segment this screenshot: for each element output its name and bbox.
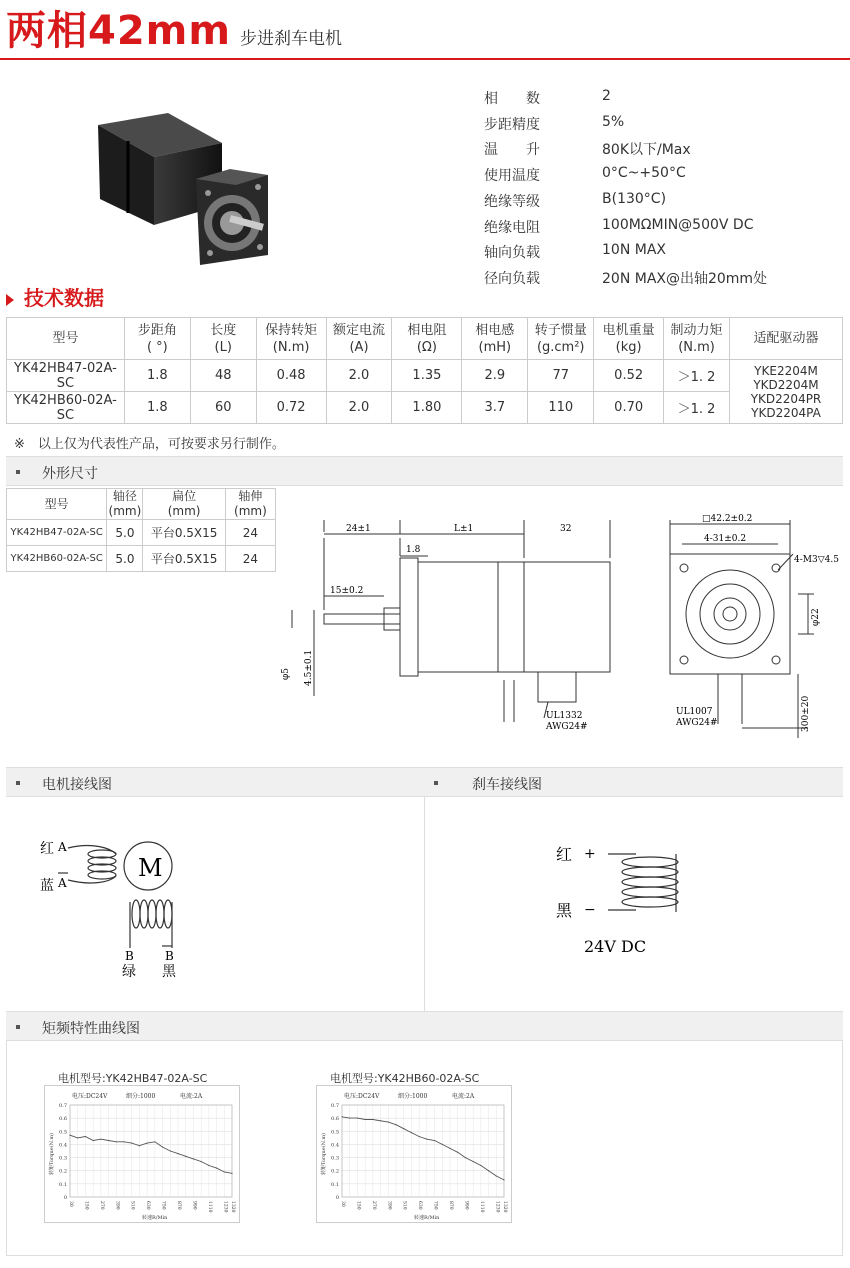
- spec-value: B(130°C): [602, 190, 667, 207]
- x-tick-label: 30: [340, 1201, 345, 1207]
- data-point: [426, 1139, 427, 1140]
- svg-text:绿: 绿: [122, 964, 136, 980]
- table-cell: 1.35: [392, 360, 462, 392]
- x-tick-label: 750: [432, 1201, 438, 1210]
- table-cell: 0.52: [594, 360, 664, 392]
- motor-product-image: [80, 105, 280, 275]
- x-tick-label: 870: [448, 1201, 453, 1210]
- data-point: [357, 1118, 358, 1119]
- table-cell: 5.0: [107, 546, 143, 572]
- spec-key: 相 数: [484, 91, 540, 107]
- tech-header-cell: 电机重量 (kg): [594, 318, 664, 360]
- title-divider: [0, 58, 850, 60]
- table-cell: YK42HB60-02A-SC: [7, 546, 107, 572]
- outline-drawing: [278, 510, 843, 740]
- note-text: ※ 以上仅为代表性产品，可按要求另行制作。: [14, 437, 285, 452]
- bullet-icon: [16, 470, 20, 474]
- dim-1-8: 1.8: [406, 545, 421, 555]
- driver-model: YKD2204PA: [751, 405, 821, 420]
- dimensions-table: [6, 488, 276, 572]
- chart1-title: 电机型号:YK42HB47-02A-SC: [58, 1072, 208, 1085]
- tech-header-cell: 保持转矩 (N.m): [256, 318, 326, 360]
- table-cell: YK42HB60-02A-SC: [7, 392, 125, 424]
- spec-key: 径向负载: [484, 270, 540, 287]
- data-point: [85, 1136, 86, 1137]
- spec-key: 绝缘电阻: [484, 219, 540, 236]
- table-cell: 1.8: [124, 392, 190, 424]
- dim-15: 15±0.2: [330, 586, 364, 596]
- data-point: [100, 1139, 101, 1140]
- table-cell: 77: [528, 360, 594, 392]
- table-cell: 1.80: [392, 392, 462, 424]
- triangle-icon: [6, 294, 14, 306]
- brake-wiring-bar: 刹车接线图: [424, 767, 843, 797]
- dim-phi5: φ5: [281, 667, 291, 680]
- dim-4-31: 4-31±0.2: [704, 534, 747, 544]
- table-cell: 48: [190, 360, 256, 392]
- data-point: [231, 1173, 232, 1174]
- y-tick-label: 0: [335, 1195, 339, 1201]
- dim-header-cell: 轴伸 (mm): [225, 489, 275, 520]
- dim-header-cell: 轴径 (mm): [108, 489, 142, 518]
- chart-info: 电压:DC24V: [72, 1093, 108, 1100]
- data-point: [380, 1120, 381, 1121]
- chart1: [44, 1085, 240, 1223]
- spec-value: 0°C~+50°C: [602, 165, 686, 182]
- x-axis-label: 转速R/Min: [414, 1215, 440, 1221]
- spec-key: 绝缘等级: [484, 193, 540, 210]
- x-tick-label: 270: [370, 1201, 376, 1210]
- dim-header-cell: 型号: [7, 489, 107, 520]
- chart-info: 电压:DC24V: [344, 1093, 380, 1100]
- table-cell: 平台0.5X15: [143, 520, 225, 546]
- table-cell: 平台0.5X15: [143, 546, 225, 572]
- data-point: [147, 1143, 148, 1144]
- data-point: [488, 1170, 489, 1171]
- table-cell: ＞1. 2: [664, 392, 730, 424]
- table-cell: 5.0: [107, 520, 143, 546]
- tech-header-cell: 相电阻 (Ω): [392, 318, 462, 360]
- brake-wiring-diagram: [550, 830, 750, 970]
- table-row: [7, 392, 843, 424]
- data-point: [480, 1165, 481, 1166]
- x-tick-label: 630: [145, 1201, 151, 1210]
- data-point: [411, 1132, 412, 1133]
- svg-text:A: A: [58, 876, 67, 890]
- page-title: 两相42mm: [6, 8, 232, 54]
- motor-symbol: M: [138, 854, 163, 882]
- table-row: [7, 520, 276, 546]
- tech-header-cell: 转子惯量 (g.cm²): [528, 318, 594, 360]
- table-cell: 0.70: [594, 392, 664, 424]
- x-tick-label: 510: [401, 1201, 407, 1210]
- table-cell: YK42HB47-02A-SC: [7, 520, 107, 546]
- table-cell: 2.0: [326, 360, 392, 392]
- dimensions-bar: 外形尺寸: [6, 456, 843, 486]
- y-tick-label: 0: [63, 1195, 67, 1201]
- table-cell: 24: [225, 546, 275, 572]
- data-point: [108, 1140, 109, 1141]
- tech-data-table: [6, 317, 843, 424]
- y-tick-label: 0.7: [331, 1103, 339, 1109]
- data-point: [216, 1167, 217, 1168]
- y-axis-label: 转矩Torque(N.m): [49, 1132, 55, 1175]
- y-tick-label: 0.6: [331, 1116, 339, 1123]
- dim-L: L±1: [454, 524, 474, 534]
- spec-value: 80K以下/Max: [602, 142, 691, 159]
- tech-header-cell: 相电感 (mH): [462, 318, 528, 360]
- chart2: [316, 1085, 512, 1223]
- motor-wiring-diagram: [30, 820, 230, 990]
- data-point: [69, 1135, 70, 1136]
- data-point: [341, 1116, 342, 1117]
- dim-4-5: 4.5±0.1: [304, 649, 314, 686]
- y-tick-label: 0.5: [331, 1129, 339, 1136]
- table-cell: 2.0: [326, 392, 392, 424]
- data-point: [139, 1145, 140, 1146]
- data-point: [185, 1156, 186, 1157]
- spec-key: 步距精度: [484, 116, 540, 133]
- spec-key: 使用温度: [484, 168, 540, 185]
- svg-text:−: −: [584, 902, 596, 918]
- x-tick-label: 1320: [502, 1201, 507, 1213]
- y-tick-label: 0.1: [331, 1181, 339, 1188]
- bullet-icon: [434, 781, 438, 785]
- chart-info: 电流:2A: [180, 1093, 203, 1100]
- chart2-title: 电机型号:YK42HB60-02A-SC: [330, 1072, 480, 1085]
- data-point: [465, 1157, 466, 1158]
- table-row: [7, 360, 843, 392]
- x-tick-label: 1110: [478, 1201, 484, 1213]
- data-point: [419, 1136, 420, 1137]
- spec-value: 10N MAX: [602, 242, 666, 259]
- y-tick-label: 0.5: [59, 1129, 67, 1136]
- x-tick-label: 1320: [230, 1201, 235, 1213]
- data-point: [442, 1144, 443, 1145]
- data-point: [365, 1119, 366, 1120]
- spec-key: 轴向负载: [484, 245, 540, 262]
- wiring-divider: [424, 797, 425, 1011]
- svg-text:B: B: [125, 949, 134, 963]
- bullet-icon: [16, 1025, 20, 1029]
- y-tick-label: 0.6: [59, 1116, 67, 1123]
- data-point: [170, 1150, 171, 1151]
- y-tick-label: 0.7: [59, 1103, 67, 1109]
- chart-info: 细分:1000: [126, 1093, 156, 1100]
- x-axis-label: 转速R/Min: [142, 1215, 168, 1221]
- spec-key: 温 升: [484, 142, 540, 159]
- dim-header-cell: 扁位 (mm): [143, 489, 225, 520]
- data-point: [224, 1171, 225, 1172]
- data-point: [201, 1161, 202, 1162]
- x-tick-label: 270: [98, 1201, 104, 1210]
- curve-bar: 矩频特性曲线图: [6, 1011, 843, 1041]
- data-point: [154, 1141, 155, 1142]
- cable2-type: UL1007: [676, 707, 713, 717]
- page-subtitle: 步进刹车电机: [240, 29, 342, 49]
- table-cell: 1.8: [124, 360, 190, 392]
- tech-header-cell: 型号: [7, 318, 125, 360]
- data-point: [131, 1143, 132, 1144]
- dim-24: 24±1: [346, 524, 371, 534]
- y-tick-label: 0.4: [59, 1142, 67, 1149]
- data-point: [503, 1179, 504, 1180]
- data-point: [77, 1137, 78, 1138]
- x-tick-label: 150: [355, 1201, 361, 1210]
- table-cell: ＞1. 2: [664, 360, 730, 392]
- y-tick-label: 0.3: [59, 1155, 67, 1162]
- data-point: [434, 1140, 435, 1141]
- data-point: [123, 1141, 124, 1142]
- x-tick-label: 510: [129, 1201, 135, 1210]
- spec-value: 5%: [602, 113, 625, 130]
- data-point: [403, 1128, 404, 1129]
- x-tick-label: 1230: [494, 1201, 500, 1213]
- motor-wiring-bar: 电机接线图: [6, 767, 424, 797]
- data-point: [93, 1140, 94, 1141]
- data-point: [116, 1141, 117, 1142]
- brake-voltage: 24V DC: [584, 937, 647, 956]
- x-tick-label: 150: [83, 1201, 89, 1210]
- x-tick-label: 1110: [206, 1201, 212, 1213]
- driver-model: YKD2204PR: [750, 391, 822, 406]
- cable2-awg: AWG24#: [676, 718, 718, 728]
- x-tick-label: 1230: [222, 1201, 228, 1213]
- table-cell: 110: [528, 392, 594, 424]
- tech-header-cell: 步距角 ( °): [124, 318, 190, 360]
- data-point: [372, 1119, 373, 1120]
- y-tick-label: 0.2: [59, 1168, 67, 1175]
- table-cell: 0.48: [256, 360, 326, 392]
- tech-header-cell: 额定电流 (A): [326, 318, 392, 360]
- svg-text:红: 红: [40, 841, 54, 857]
- data-point: [395, 1124, 396, 1125]
- tech-data-heading: 技术数据: [6, 282, 104, 311]
- x-tick-label: 390: [386, 1201, 392, 1210]
- x-tick-label: 750: [160, 1201, 166, 1210]
- spec-value: 2: [602, 88, 611, 104]
- y-tick-label: 0.2: [331, 1168, 339, 1175]
- driver-model: YKE2204M: [754, 363, 818, 378]
- x-tick-label: 30: [68, 1201, 73, 1207]
- tech-header-cell: 长度 (L): [190, 318, 256, 360]
- svg-text:黑: 黑: [162, 964, 176, 980]
- table-cell: 60: [190, 392, 256, 424]
- dim-32: 32: [560, 524, 572, 534]
- data-point: [449, 1148, 450, 1149]
- table-cell: 3.7: [462, 392, 528, 424]
- dim-300: 300±20: [801, 695, 811, 732]
- spec-value: 100MΩMIN@500V DC: [602, 216, 754, 233]
- x-tick-label: 990: [463, 1201, 469, 1210]
- table-cell: 0.72: [256, 392, 326, 424]
- y-tick-label: 0.1: [59, 1181, 67, 1188]
- data-point: [388, 1121, 389, 1122]
- svg-text:蓝: 蓝: [40, 878, 54, 894]
- spec-value: 20N MAX@出轴20mm处: [602, 270, 768, 287]
- cable1-awg: AWG24#: [546, 722, 588, 732]
- data-point: [177, 1153, 178, 1154]
- data-point: [473, 1161, 474, 1162]
- y-tick-label: 0.4: [331, 1142, 339, 1149]
- driver-model: YKD2204M: [753, 377, 819, 392]
- svg-text:红: 红: [556, 845, 573, 864]
- cable1-type: UL1332: [546, 711, 583, 721]
- dim-phi22: φ22: [811, 608, 821, 626]
- x-tick-label: 870: [176, 1201, 181, 1210]
- table-cell: YK42HB47-02A-SC: [7, 360, 125, 392]
- table-row: [7, 546, 276, 572]
- svg-text:+: +: [584, 846, 596, 862]
- data-point: [162, 1146, 163, 1147]
- chart-info: 电流:2A: [452, 1093, 475, 1100]
- y-tick-label: 0.3: [331, 1155, 339, 1162]
- data-point: [208, 1165, 209, 1166]
- table-cell: 24: [225, 520, 275, 546]
- x-tick-label: 630: [417, 1201, 423, 1210]
- data-point: [496, 1175, 497, 1176]
- svg-text:A: A: [58, 840, 67, 854]
- svg-text:黑: 黑: [556, 901, 573, 920]
- data-point: [193, 1158, 194, 1159]
- dim-m3: 4-M3▽4.5: [794, 555, 839, 565]
- driver-cell: [730, 360, 843, 424]
- bullet-icon: [16, 781, 20, 785]
- svg-text:B: B: [165, 949, 174, 963]
- data-point: [349, 1118, 350, 1119]
- y-axis-label: 转矩Torque(N.m): [321, 1132, 327, 1175]
- chart-info: 细分:1000: [398, 1093, 428, 1100]
- tech-header-cell: 适配驱动器: [730, 318, 843, 360]
- x-tick-label: 990: [191, 1201, 197, 1210]
- table-cell: 2.9: [462, 360, 528, 392]
- x-tick-label: 390: [114, 1201, 120, 1210]
- dim-42-2: □42.2±0.2: [702, 514, 753, 524]
- tech-header-cell: 制动力矩 (N.m): [664, 318, 730, 360]
- data-point: [457, 1152, 458, 1153]
